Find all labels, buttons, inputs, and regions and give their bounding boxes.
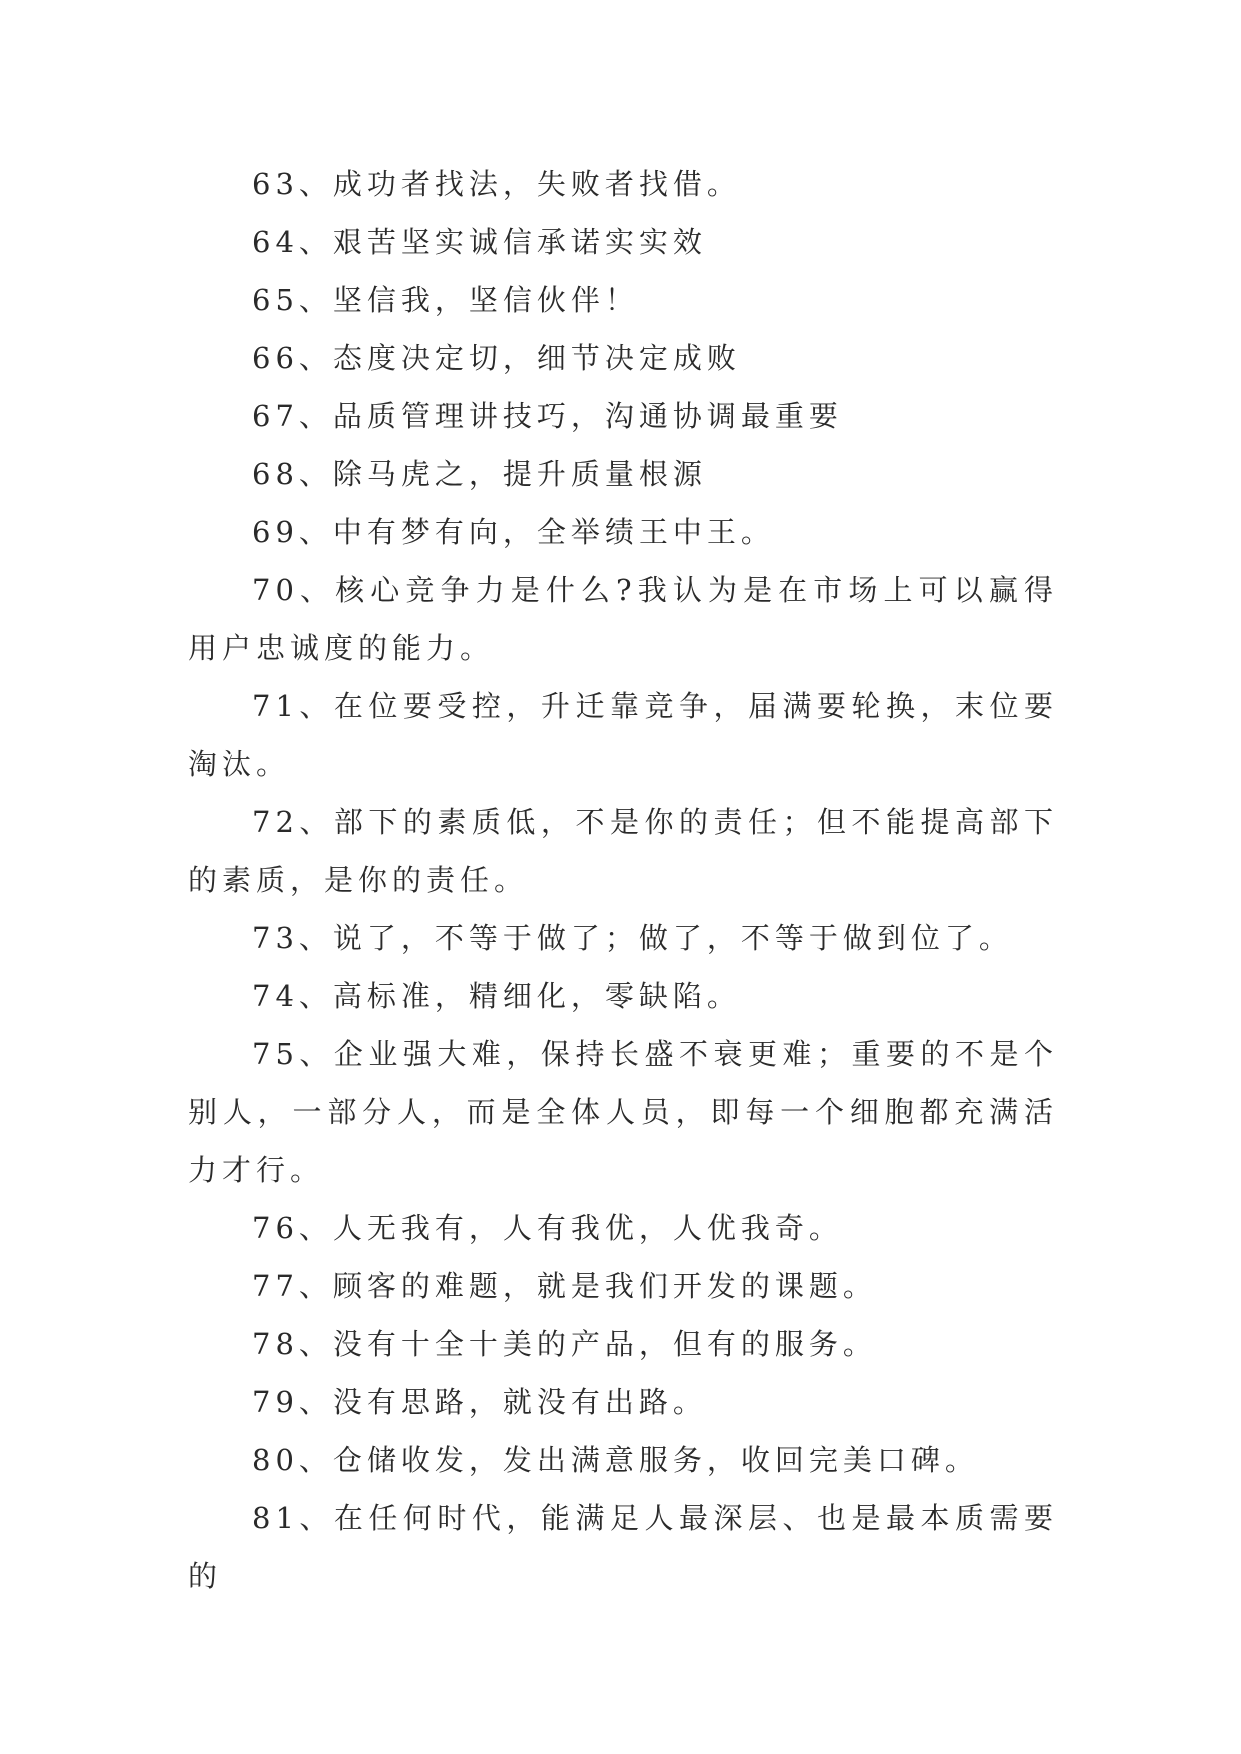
paragraph-75: 75、企业强大难，保持长盛不衰更难；重要的不是个别人，一部分人，而是全体人员，即每一个细胞都充满活力才行。 <box>188 1037 1058 1187</box>
paragraph-71: 71、在位要受控，升迁靠竞争，届满要轮换，末位要淘汰。 <box>188 689 1058 781</box>
paragraph-79: 79、没有思路，就没有出路。 <box>252 1385 707 1419</box>
paragraph-80: 80、仓储收发，发出满意服务，收回完美口碑。 <box>252 1443 979 1477</box>
paragraph-72: 72、部下的素质低，不是你的责任；但不能提高部下的素质，是你的责任。 <box>188 805 1058 897</box>
paragraph-70: 70、核心竞争力是什么?我认为是在市场上可以赢得用户忠诚度的能力。 <box>188 573 1058 665</box>
document-body <box>188 155 1058 1605</box>
paragraph-66: 66、态度决定切，细节决定成败 <box>252 341 741 375</box>
paragraph-64: 64、艰苦坚实诚信承诺实实效 <box>252 225 707 259</box>
paragraph-81: 81、在任何时代，能满足人最深层、也是最本质需要的 <box>188 1501 1058 1593</box>
paragraph-67: 67、品质管理讲技巧，沟通协调最重要 <box>252 399 843 433</box>
paragraph-65: 65、坚信我，坚信伙伴！ <box>252 283 639 317</box>
paragraph-74: 74、高标准，精细化，零缺陷。 <box>252 979 741 1013</box>
paragraph-78: 78、没有十全十美的产品，但有的服务。 <box>252 1327 877 1361</box>
paragraph-68: 68、除马虎之，提升质量根源 <box>252 457 707 491</box>
paragraph-77: 77、顾客的难题，就是我们开发的课题。 <box>252 1269 877 1303</box>
paragraph-76: 76、人无我有，人有我优，人优我奇。 <box>252 1211 843 1245</box>
paragraph-73: 73、说了，不等于做了；做了，不等于做到位了。 <box>252 921 1013 955</box>
paragraph-63: 63、成功者找法，失败者找借。 <box>252 167 741 201</box>
paragraph-69: 69、中有梦有向，全举绩王中王。 <box>252 515 775 549</box>
